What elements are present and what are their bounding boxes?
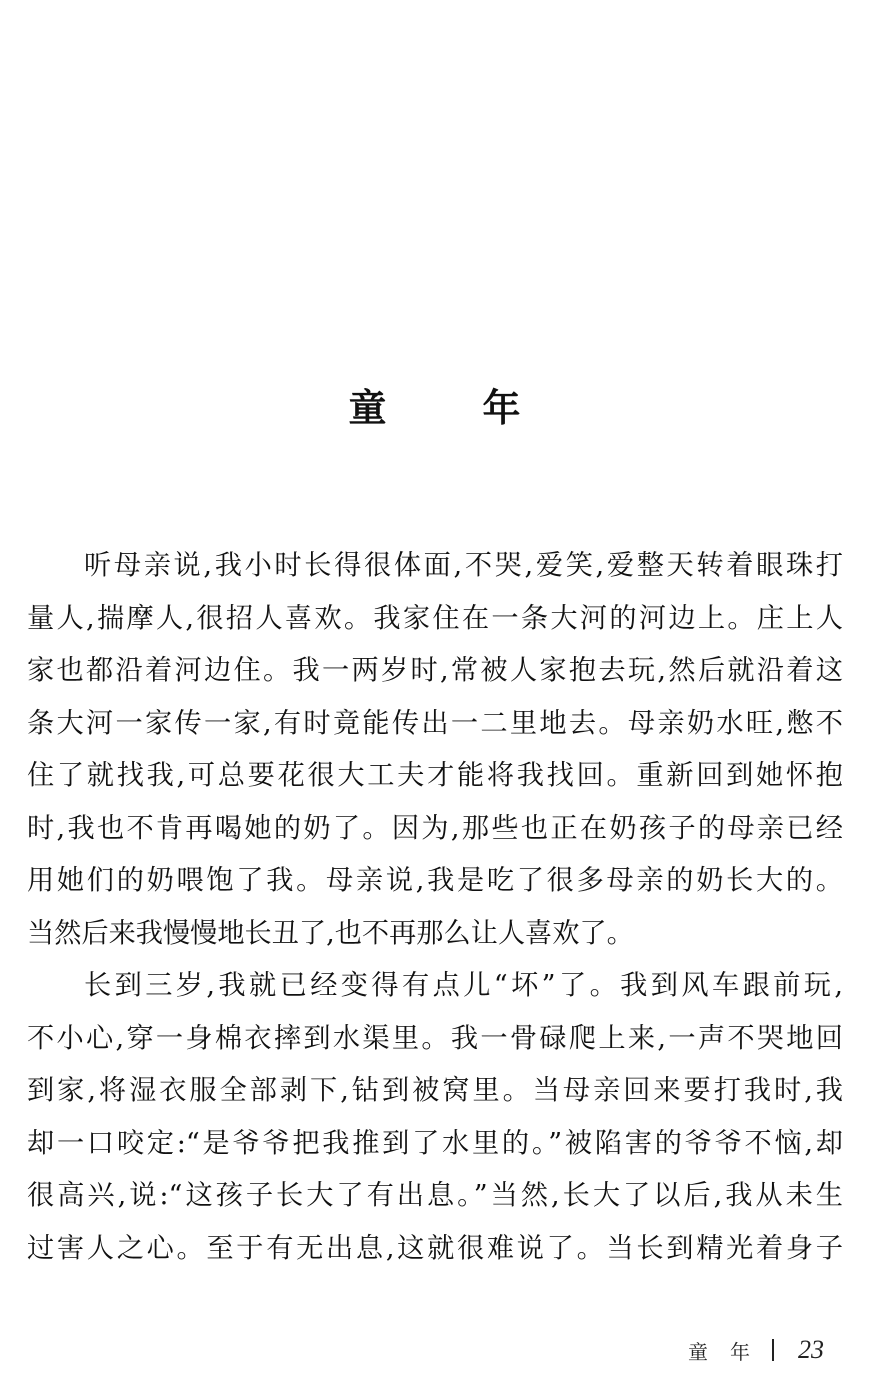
- text-line: 条大河一家传一家,有时竟能传出一二里地去。母亲奶水旺,憋不: [27, 707, 843, 739]
- page-footer: [688, 1333, 824, 1367]
- chapter-title-char: 年: [482, 386, 521, 430]
- text-line: 却一口咬定:“是爷爷把我推到了水里的。”被陷害的爷爷不恼,却: [27, 1127, 843, 1159]
- text-line: 住了就找我,可总要花很大工夫才能将我找回。重新回到她怀抱: [27, 760, 843, 791]
- text-line: 用她们的奶喂饱了我。母亲说,我是吃了很多母亲的奶长大的。: [27, 865, 843, 896]
- text-line: 量人,揣摩人,很招人喜欢。我家住在一条大河的河边上。庄上人: [27, 602, 843, 634]
- paragraph-1: [27, 540, 843, 960]
- chapter-title: [0, 385, 869, 431]
- text-line: 不小心,穿一身棉衣摔到水渠里。我一骨碌爬上来,一声不哭地回: [27, 1022, 843, 1054]
- text-line: 很高兴,说:“这孩子长大了有出息。”当然,长大了以后,我从未生: [27, 1180, 843, 1211]
- paragraph-2: [27, 960, 843, 1275]
- body-text: [27, 540, 843, 1275]
- text-line: 家也都沿着河边住。我一两岁时,常被人家抱去玩,然后就沿着这: [27, 655, 843, 686]
- text-line: 时,我也不肯再喝她的奶了。因为,那些也正在奶孩子的母亲已经: [27, 812, 843, 844]
- chapter-title-char: 童: [348, 386, 387, 430]
- text-line: 当然后来我慢慢地长丑了,也不再那么让人喜欢了。: [27, 917, 634, 949]
- running-title: [688, 1336, 750, 1365]
- running-title-char: 童: [688, 1339, 708, 1364]
- footer-divider: [772, 1339, 774, 1361]
- text-line: 过害人之心。至于有无出息,这就很难说了。当长到精光着身子: [27, 1232, 843, 1264]
- text-line: 听母亲说,我小时长得很体面,不哭,爱笑,爱整天转着眼珠打: [84, 550, 843, 581]
- text-line: 到家,将湿衣服全部剥下,钻到被窝里。当母亲回来要打我时,我: [27, 1075, 843, 1106]
- page-number: 23: [798, 1335, 824, 1364]
- running-title-char: 年: [730, 1339, 750, 1364]
- text-line: 长到三岁,我就已经变得有点儿“坏”了。我到风车跟前玩,: [84, 970, 843, 1001]
